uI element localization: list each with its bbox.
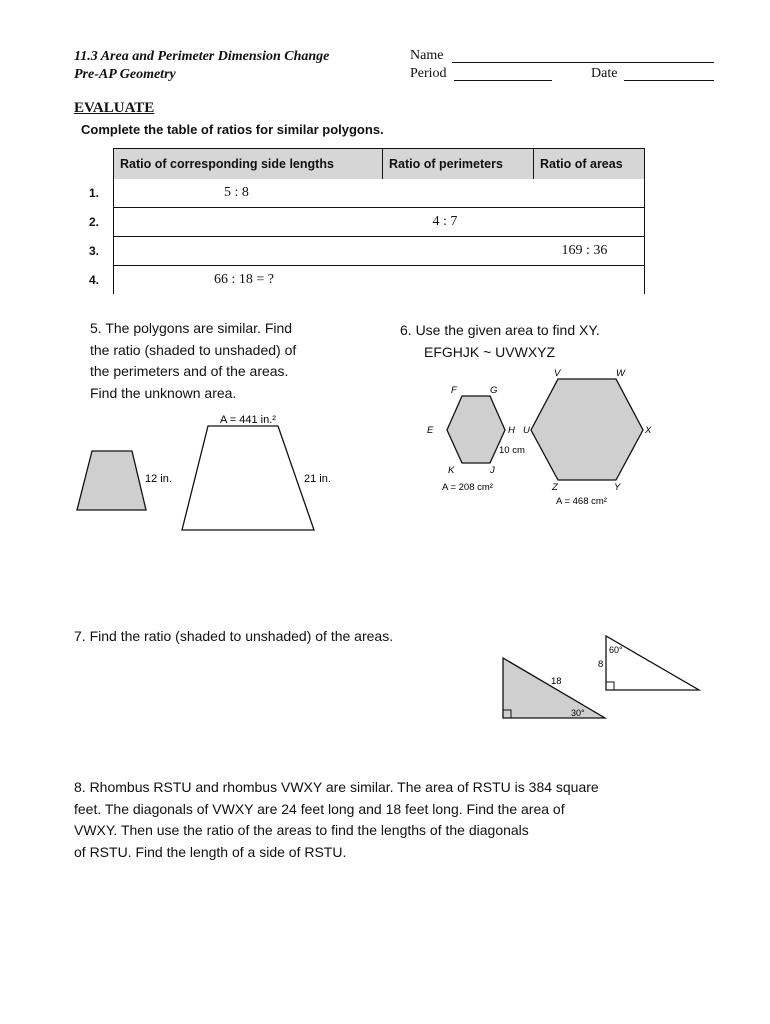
date-field[interactable] xyxy=(624,66,714,81)
title-line-1: 11.3 Area and Perimeter Dimension Change xyxy=(74,49,330,64)
small-area-label: A = 208 cm² xyxy=(442,482,493,493)
perimeter-ratio-cell[interactable] xyxy=(383,266,534,295)
vertex-Z: Z xyxy=(552,482,558,493)
date-label: Date xyxy=(591,66,618,81)
side-length-label: 10 cm xyxy=(499,445,525,456)
vertex-K: K xyxy=(448,465,455,476)
table-row xyxy=(75,179,645,208)
vertex-X: X xyxy=(645,425,652,436)
large-side-label: 21 in. xyxy=(304,473,331,485)
area-ratio-cell[interactable]: 169 : 36 xyxy=(534,237,645,266)
table-instruction: Complete the table of ratios for similar polygons. xyxy=(81,122,384,137)
worksheet-title xyxy=(74,48,329,84)
vertex-V: V xyxy=(554,368,561,379)
row-number: 4. xyxy=(75,266,114,295)
problem-6-figure xyxy=(420,365,690,510)
table-row xyxy=(75,266,645,295)
problem-5-text: 5. The polygons are similar. Find the ratio (shaded to unshaded) of the perimeters and of the areas. Find the unknown area. xyxy=(90,320,297,401)
col-perimeter-ratio: Ratio of perimeters xyxy=(383,149,534,180)
perimeter-ratio-cell[interactable]: 4 : 7 xyxy=(383,208,534,237)
ratio-table xyxy=(75,148,645,294)
section-heading: EVALUATE xyxy=(74,100,155,116)
vertex-J: J xyxy=(490,465,495,476)
vertex-H: H xyxy=(508,425,515,436)
shaded-triangle xyxy=(503,658,605,718)
problem-6-text: 6. Use the given area to find XY. EFGHJK ~ UVWXYZ xyxy=(400,322,600,360)
row-number: 3. xyxy=(75,237,114,266)
large-area-label: A = 468 cm² xyxy=(556,496,607,507)
problem-7-text: 7. Find the ratio (shaded to unshaded) of the areas. xyxy=(74,628,394,644)
period-field[interactable] xyxy=(454,66,552,81)
period-label: Period xyxy=(410,66,447,81)
problem-7-figure xyxy=(495,628,705,726)
large-hexagon xyxy=(531,379,643,480)
perimeter-ratio-cell[interactable] xyxy=(383,179,534,208)
row-number: 2. xyxy=(75,208,114,237)
small-side-label: 12 in. xyxy=(145,473,172,485)
table-row xyxy=(75,208,645,237)
col-area-ratio: Ratio of areas xyxy=(534,149,645,180)
vertex-U: U xyxy=(523,425,530,436)
problem-5-figure xyxy=(70,405,360,535)
unshaded-trapezoid xyxy=(182,426,314,530)
side-ratio-cell[interactable] xyxy=(114,237,383,266)
name-field[interactable] xyxy=(452,48,714,63)
vertex-G: G xyxy=(490,385,498,396)
name-label: Name xyxy=(410,48,444,63)
table-header-row xyxy=(75,149,645,180)
angle-30-label: 30° xyxy=(571,708,585,718)
angle-60-label: 60° xyxy=(609,645,623,655)
area-label: A = 441 in.² xyxy=(220,414,276,426)
title-line-2: Pre-AP Geometry xyxy=(74,67,176,82)
area-ratio-cell[interactable] xyxy=(534,208,645,237)
small-hexagon xyxy=(447,396,505,463)
shaded-trapezoid xyxy=(77,451,146,510)
problem-8-text: 8. Rhombus RSTU and rhombus VWXY are similar. The area of RSTU is 384 square feet. The diagonals of VWXY are 24 feet long and 18 feet long. Find the area of VWXY. Then use the ratio of the areas to find the lengths of the diagonals of RSTU. Find the length of a side of RSTU. xyxy=(74,779,599,860)
vertex-W: W xyxy=(616,368,625,379)
hypotenuse-label: 18 xyxy=(551,676,562,687)
table-row xyxy=(75,237,645,266)
side-ratio-cell[interactable] xyxy=(114,208,383,237)
row-number: 1. xyxy=(75,179,114,208)
col-side-ratio: Ratio of corresponding side lengths xyxy=(114,149,383,180)
vertex-Y: Y xyxy=(614,482,621,493)
side-ratio-cell[interactable]: 66 : 18 = ? xyxy=(214,272,274,287)
area-ratio-cell[interactable] xyxy=(534,266,645,295)
vertex-E: E xyxy=(427,425,434,436)
area-ratio-cell[interactable] xyxy=(534,179,645,208)
leg-8-label: 8 xyxy=(598,659,604,670)
side-ratio-cell[interactable]: 5 : 8 xyxy=(114,179,383,208)
vertex-F: F xyxy=(451,385,457,396)
perimeter-ratio-cell[interactable] xyxy=(383,237,534,266)
